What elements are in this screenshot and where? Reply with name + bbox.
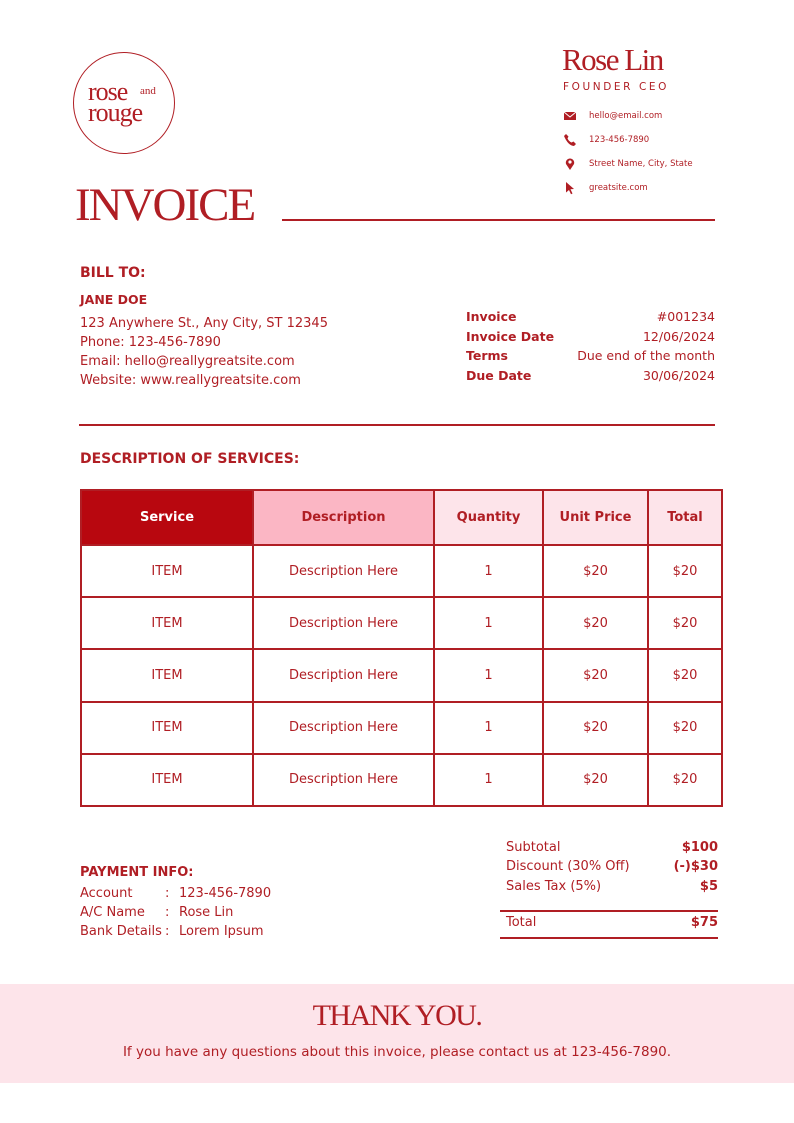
invoice-title: INVOICE bbox=[75, 179, 255, 231]
cell-service: ITEM bbox=[81, 702, 253, 754]
thank-you-heading: THANK YOU. bbox=[312, 999, 482, 1032]
tax-row bbox=[506, 877, 718, 896]
title-divider bbox=[282, 219, 715, 221]
section-divider bbox=[79, 424, 715, 426]
discount-row bbox=[506, 857, 718, 876]
column-header-service: Service bbox=[81, 490, 253, 545]
tax-label: Sales Tax (5%) bbox=[506, 878, 602, 894]
cell-service: ITEM bbox=[81, 754, 253, 806]
cell-description: Description Here bbox=[253, 649, 434, 701]
payment-value: Rose Lin bbox=[179, 905, 234, 920]
footer-contact-note: If you have any questions about this invoice, please contact us at 123-456-7890. bbox=[122, 1044, 672, 1060]
column-header-total: Total bbox=[648, 490, 722, 545]
invoice-meta bbox=[466, 307, 715, 385]
services-heading: DESCRIPTION OF SERVICES: bbox=[80, 451, 300, 467]
table-header-row bbox=[81, 490, 722, 545]
cell-total: $20 bbox=[648, 545, 722, 597]
payment-row bbox=[80, 905, 233, 920]
meta-label: Invoice Date bbox=[466, 328, 555, 344]
cell-unit-price: $20 bbox=[543, 702, 648, 754]
total-row bbox=[506, 913, 718, 932]
cell-description: Description Here bbox=[253, 754, 434, 806]
cell-total: $20 bbox=[648, 702, 722, 754]
tax-value: $5 bbox=[699, 878, 718, 894]
meta-row bbox=[466, 327, 715, 347]
cell-service: ITEM bbox=[81, 545, 253, 597]
cell-quantity: 1 bbox=[434, 545, 543, 597]
cell-service: ITEM bbox=[81, 597, 253, 649]
payment-value: 123-456-7890 bbox=[179, 886, 272, 901]
meta-value: #001234 bbox=[656, 309, 715, 324]
column-header-description: Description bbox=[253, 490, 434, 545]
brand-logo bbox=[73, 52, 175, 154]
logo-word-rouge: rouge bbox=[88, 98, 143, 127]
payment-colon: : bbox=[165, 905, 170, 920]
bill-to-name: JANE DOE bbox=[80, 292, 148, 307]
cell-unit-price: $20 bbox=[543, 649, 648, 701]
payment-row bbox=[80, 886, 271, 901]
total-label: Total bbox=[506, 915, 537, 930]
totals-summary bbox=[506, 838, 718, 896]
table-row bbox=[81, 754, 722, 806]
bill-to-phone: Phone: 123-456-7890 bbox=[80, 335, 221, 350]
total-divider-bottom bbox=[500, 937, 718, 939]
cell-description: Description Here bbox=[253, 597, 434, 649]
cell-unit-price: $20 bbox=[543, 545, 648, 597]
grand-total bbox=[506, 913, 718, 932]
footer-band bbox=[0, 984, 794, 1083]
subtotal-label: Subtotal bbox=[506, 840, 561, 855]
cell-description: Description Here bbox=[253, 545, 434, 597]
subtotal-row bbox=[506, 838, 718, 857]
meta-row bbox=[466, 346, 715, 366]
cell-description: Description Here bbox=[253, 702, 434, 754]
contact-website-text: greatsite.com bbox=[589, 183, 648, 193]
contact-address bbox=[563, 157, 693, 171]
payment-heading: PAYMENT INFO: bbox=[80, 865, 194, 880]
payment-colon: : bbox=[165, 924, 170, 939]
bill-to-heading: BILL TO: bbox=[80, 265, 146, 281]
cell-quantity: 1 bbox=[434, 649, 543, 701]
total-value: $75 bbox=[690, 915, 718, 930]
meta-label: Invoice bbox=[466, 309, 517, 324]
sender-role: FOUNDER CEO bbox=[563, 81, 670, 93]
bill-to-website: Website: www.reallygreatsite.com bbox=[80, 373, 301, 388]
meta-value: 12/06/2024 bbox=[642, 328, 715, 344]
cursor-icon bbox=[563, 181, 577, 195]
cell-total: $20 bbox=[648, 597, 722, 649]
column-header-unit-price: Unit Price bbox=[543, 490, 648, 545]
cell-quantity: 1 bbox=[434, 597, 543, 649]
contact-phone[interactable] bbox=[563, 133, 649, 147]
table-row bbox=[81, 702, 722, 754]
cell-quantity: 1 bbox=[434, 754, 543, 806]
total-divider-top bbox=[500, 910, 718, 912]
contact-phone-text: 123-456-7890 bbox=[589, 135, 650, 145]
cell-unit-price: $20 bbox=[543, 754, 648, 806]
payment-value: Lorem Ipsum bbox=[179, 924, 264, 939]
phone-icon bbox=[563, 133, 577, 147]
table-row bbox=[81, 597, 722, 649]
logo-word-and: and bbox=[140, 85, 156, 97]
table-row bbox=[81, 545, 722, 597]
payment-row bbox=[80, 924, 264, 939]
discount-value: (-)$30 bbox=[673, 859, 718, 875]
bill-to-address: 123 Anywhere St., Any City, ST 12345 bbox=[80, 316, 328, 331]
meta-row bbox=[466, 307, 715, 327]
mail-icon bbox=[563, 109, 577, 123]
payment-label: A/C Name bbox=[80, 905, 145, 920]
payment-colon: : bbox=[165, 886, 170, 901]
cell-quantity: 1 bbox=[434, 702, 543, 754]
cell-service: ITEM bbox=[81, 649, 253, 701]
payment-label: Bank Details bbox=[80, 924, 162, 939]
meta-row bbox=[466, 366, 715, 386]
column-header-quantity: Quantity bbox=[434, 490, 543, 545]
cell-total: $20 bbox=[648, 649, 722, 701]
cell-unit-price: $20 bbox=[543, 597, 648, 649]
payment-label: Account bbox=[80, 886, 133, 901]
subtotal-value: $100 bbox=[681, 840, 718, 855]
logo-word-rose: rose bbox=[88, 77, 128, 106]
bill-to-email: Email: hello@reallygreatsite.com bbox=[80, 354, 295, 369]
cell-total: $20 bbox=[648, 754, 722, 806]
contact-email-text: hello@email.com bbox=[589, 111, 663, 121]
table-row bbox=[81, 649, 722, 701]
contact-website[interactable] bbox=[563, 181, 648, 195]
sender-name: Rose Lin bbox=[562, 42, 663, 77]
services-table bbox=[80, 489, 723, 807]
meta-label: Due Date bbox=[466, 367, 532, 383]
location-pin-icon bbox=[563, 157, 577, 171]
meta-value: 30/06/2024 bbox=[642, 367, 715, 383]
meta-label: Terms bbox=[466, 348, 508, 364]
contact-email[interactable] bbox=[563, 109, 662, 123]
meta-value: Due end of the month bbox=[577, 348, 715, 364]
discount-label: Discount (30% Off) bbox=[506, 859, 630, 875]
contact-address-text: Street Name, City, State bbox=[589, 159, 693, 169]
